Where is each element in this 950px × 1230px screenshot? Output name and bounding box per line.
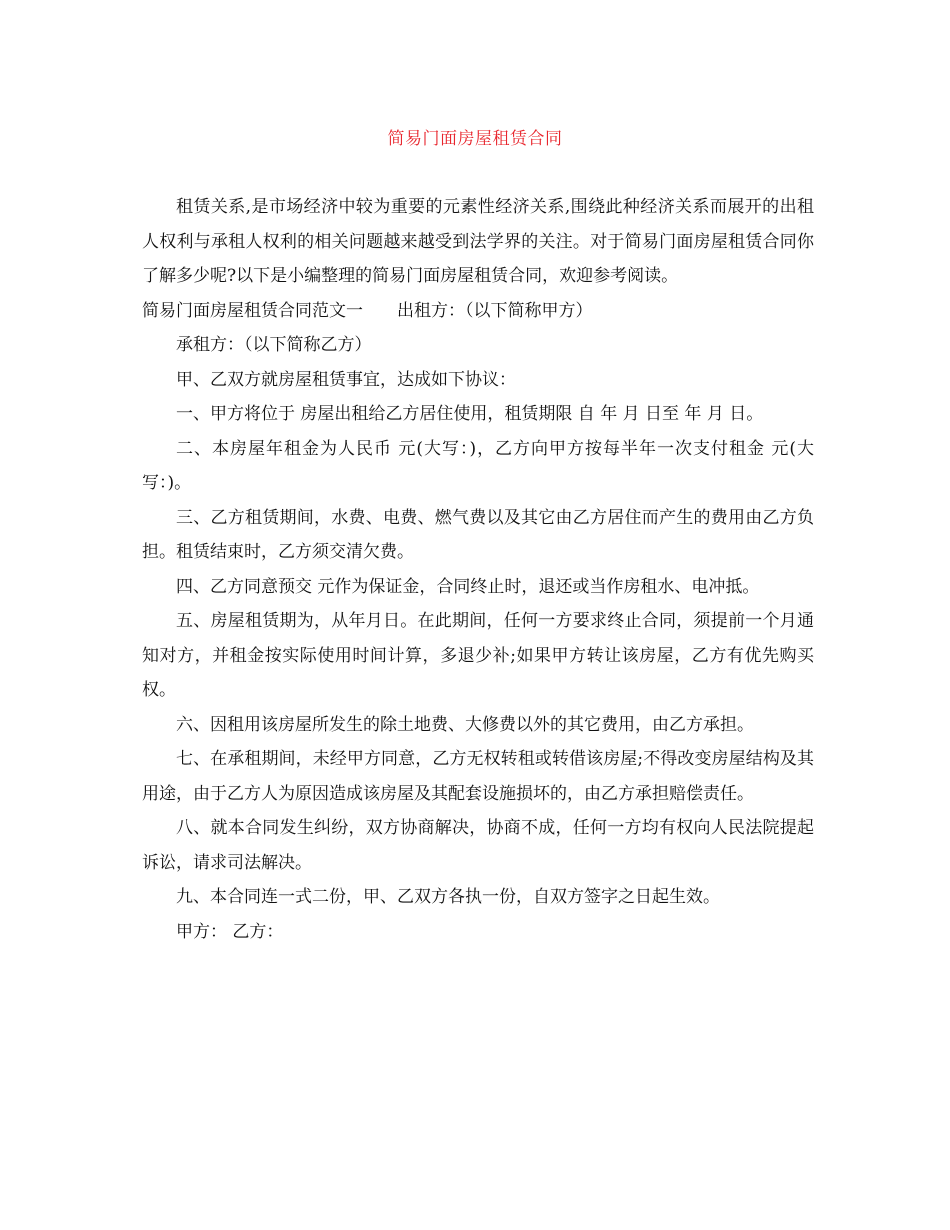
clause-2: 二、本房屋年租金为人民币 元(大写：)，乙方向甲方按每半年一次支付租金 元(大写：)。 bbox=[142, 438, 814, 493]
paragraph-agreement: 甲、乙双方就房屋租赁事宜，达成如下协议： bbox=[176, 369, 516, 390]
clause-9: 九、本合同连一式二份，甲、乙双方各执一份，自双方签字之日起生效。 bbox=[176, 887, 720, 907]
clause-4: 四、乙方同意预交 元作为保证金，合同终止时，退还或当作房租水、电冲抵。 bbox=[176, 576, 760, 597]
signature-line: 甲方： 乙方： bbox=[176, 921, 284, 942]
clause-6: 六、因租用该房屋所发生的除土地费、大修费以外的其它费用，由乙方承担。 bbox=[176, 714, 754, 735]
clause-5: 五、房屋租赁期为，从年月日。在此期间，任何一方要求终止合同，须提前一个月通知对方，并租金按实际使用时间计算，多退少补;如果甲方转让该房屋，乙方有优先购买权。 bbox=[142, 611, 814, 700]
paragraph-lessor: 简易门面房屋租赁合同范文一 出租方：（以下简称甲方） bbox=[142, 300, 593, 321]
clause-1: 一、甲方将位于 房屋出租给乙方居住使用，租赁期限 自 年 月 日至 年 月 日。 bbox=[176, 404, 764, 424]
clause-7: 七、在承租期间，未经甲方同意，乙方无权转租或转借该房屋;不得改变房屋结构及其用途，由于乙方人为原因造成该房屋及其配套设施损坏的，由乙方承担赔偿责任。 bbox=[142, 749, 814, 804]
document-title: 简易门面房屋租赁合同 bbox=[387, 129, 563, 149]
clause-3: 三、乙方租赁期间，水费、电费、燃气费以及其它由乙方居住而产生的费用由乙方负担。租赁结束时，乙方须交清欠费。 bbox=[142, 507, 814, 562]
paragraph-intro: 租赁关系,是市场经济中较为重要的元素性经济关系,围绕此种经济关系而展开的出租人权利与承租人权利的相关问题越来越受到法学界的关注。对于简易门面房屋租赁合同你了解多少呢?以下是小编整理的简易门面房屋租赁合同，欢迎参考阅读。 bbox=[142, 197, 814, 286]
clause-8: 八、就本合同发生纠纷，双方协商解决，协商不成，任何一方均有权向人民法院提起诉讼，请求司法解决。 bbox=[142, 818, 814, 873]
document-body bbox=[142, 190, 814, 949]
paragraph-lessee: 承租方：（以下简称乙方） bbox=[176, 335, 372, 355]
